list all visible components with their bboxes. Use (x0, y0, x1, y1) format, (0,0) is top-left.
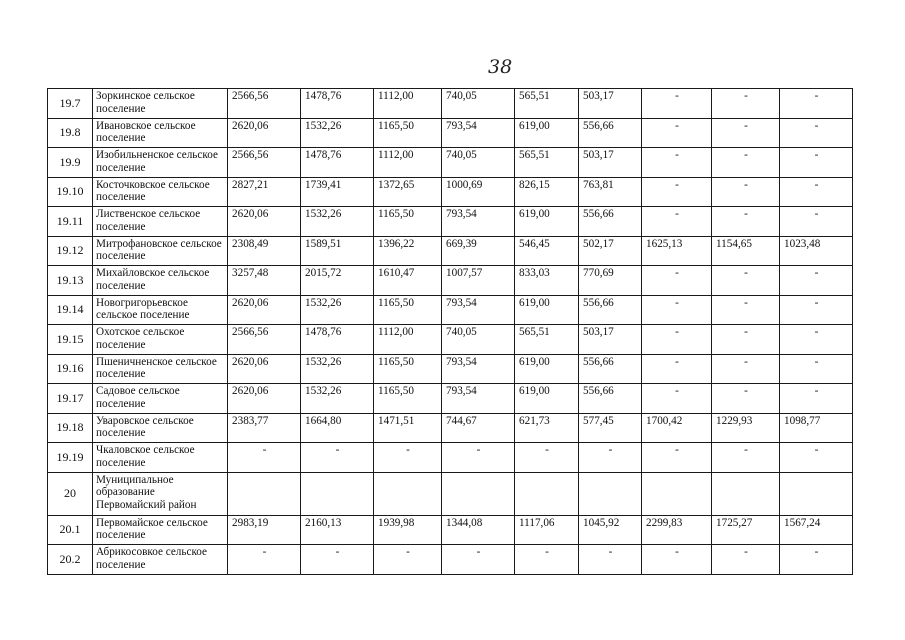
tariff-value-cell: 1165,50 (374, 384, 442, 414)
tariff-value-cell: 2383,77 (228, 413, 301, 443)
tariff-value-cell: 1567,24 (780, 515, 853, 545)
tariff-value-cell: 1532,26 (301, 118, 374, 148)
settlement-name: Пшеничненское сельское поселение (93, 354, 228, 384)
tariff-value-cell: - (780, 295, 853, 325)
table-row (48, 545, 853, 575)
tariff-table (47, 88, 853, 575)
tariff-value-cell: 1532,26 (301, 354, 374, 384)
tariff-value-cell: - (442, 443, 515, 473)
row-code: 19.16 (48, 354, 93, 384)
tariff-value-cell: - (228, 545, 301, 575)
tariff-value-cell: - (780, 545, 853, 575)
tariff-value-cell: 1007,57 (442, 266, 515, 296)
tariff-value-cell: - (712, 443, 780, 473)
tariff-value-cell: 1478,76 (301, 89, 374, 119)
settlement-name: Новогригорьевское сельское поселение (93, 295, 228, 325)
row-code: 19.13 (48, 266, 93, 296)
settlement-name: Охотское сельское поселение (93, 325, 228, 355)
tariff-value-cell: 619,00 (515, 384, 579, 414)
tariff-value-cell: 2620,06 (228, 354, 301, 384)
settlement-name: Лиственское сельское поселение (93, 207, 228, 237)
tariff-value-cell (301, 472, 374, 515)
tariff-value-cell: - (712, 545, 780, 575)
tariff-value-cell: 1725,27 (712, 515, 780, 545)
settlement-name: Изобильненское сельское поселение (93, 148, 228, 178)
tariff-value-cell: 2620,06 (228, 384, 301, 414)
tariff-value-cell: - (301, 443, 374, 473)
tariff-value-cell: 2015,72 (301, 266, 374, 296)
tariff-value-cell: 793,54 (442, 354, 515, 384)
tariff-value-cell: - (712, 177, 780, 207)
tariff-value-cell: 2308,49 (228, 236, 301, 266)
tariff-value-cell: 3257,48 (228, 266, 301, 296)
tariff-value-cell: 619,00 (515, 207, 579, 237)
tariff-value-cell: - (780, 325, 853, 355)
row-code: 19.7 (48, 89, 93, 119)
tariff-value-cell: 1372,65 (374, 177, 442, 207)
settlement-name: Косточковское сельское поселение (93, 177, 228, 207)
tariff-value-cell: 2620,06 (228, 118, 301, 148)
tariff-value-cell: 1664,80 (301, 413, 374, 443)
table-row (48, 413, 853, 443)
tariff-value-cell: 1165,50 (374, 354, 442, 384)
settlement-name: Первомайское сельское поселение (93, 515, 228, 545)
tariff-value-cell: - (780, 266, 853, 296)
tariff-value-cell: - (712, 89, 780, 119)
tariff-value-cell: 1478,76 (301, 325, 374, 355)
tariff-value-cell: 546,45 (515, 236, 579, 266)
tariff-value-cell: 619,00 (515, 118, 579, 148)
table-row (48, 515, 853, 545)
tariff-value-cell: 2566,56 (228, 148, 301, 178)
tariff-value-cell: - (642, 148, 712, 178)
tariff-value-cell: 565,51 (515, 325, 579, 355)
tariff-value-cell (515, 472, 579, 515)
table-row (48, 148, 853, 178)
tariff-value-cell: 621,73 (515, 413, 579, 443)
tariff-value-cell: 1117,06 (515, 515, 579, 545)
tariff-value-cell: 556,66 (579, 384, 642, 414)
tariff-value-cell: - (642, 354, 712, 384)
tariff-value-cell: - (642, 89, 712, 119)
tariff-value-cell: 1023,48 (780, 236, 853, 266)
tariff-value-cell: 1939,98 (374, 515, 442, 545)
tariff-value-cell: 577,45 (579, 413, 642, 443)
tariff-value-cell: 669,39 (442, 236, 515, 266)
tariff-value-cell: 503,17 (579, 148, 642, 178)
table-row (48, 295, 853, 325)
tariff-value-cell: - (780, 354, 853, 384)
tariff-value-cell: - (780, 443, 853, 473)
tariff-value-cell: 793,54 (442, 207, 515, 237)
tariff-value-cell: 556,66 (579, 354, 642, 384)
table-row (48, 118, 853, 148)
tariff-value-cell: 793,54 (442, 295, 515, 325)
settlement-name: Ивановское сельское поселение (93, 118, 228, 148)
tariff-value-cell: 556,66 (579, 295, 642, 325)
tariff-value-cell: - (712, 207, 780, 237)
table-row (48, 354, 853, 384)
tariff-value-cell (712, 472, 780, 515)
tariff-value-cell: 1625,13 (642, 236, 712, 266)
table-row (48, 472, 853, 515)
tariff-value-cell: 1045,92 (579, 515, 642, 545)
tariff-value-cell: 1154,65 (712, 236, 780, 266)
tariff-value-cell: 1344,08 (442, 515, 515, 545)
tariff-value-cell (642, 472, 712, 515)
table-row (48, 236, 853, 266)
tariff-value-cell: - (442, 545, 515, 575)
tariff-value-cell: - (712, 325, 780, 355)
row-code: 19.12 (48, 236, 93, 266)
tariff-value-cell: - (642, 266, 712, 296)
tariff-value-cell: - (642, 325, 712, 355)
tariff-value-cell: - (642, 384, 712, 414)
tariff-value-cell: - (780, 118, 853, 148)
tariff-value-cell: 502,17 (579, 236, 642, 266)
table-row (48, 177, 853, 207)
tariff-value-cell: 565,51 (515, 89, 579, 119)
tariff-value-cell: 1471,51 (374, 413, 442, 443)
settlement-name: Михайловское сельское поселение (93, 266, 228, 296)
tariff-value-cell: 619,00 (515, 295, 579, 325)
tariff-value-cell: - (780, 177, 853, 207)
tariff-value-cell: 2620,06 (228, 295, 301, 325)
tariff-value-cell: - (712, 118, 780, 148)
settlement-name: Садовое сельское поселение (93, 384, 228, 414)
tariff-value-cell (374, 472, 442, 515)
tariff-value-cell: 503,17 (579, 89, 642, 119)
row-code: 19.18 (48, 413, 93, 443)
tariff-value-cell: 1478,76 (301, 148, 374, 178)
settlement-name: Митрофановское сельское поселение (93, 236, 228, 266)
table-row (48, 89, 853, 119)
tariff-value-cell: 2160,13 (301, 515, 374, 545)
tariff-value-cell: - (780, 384, 853, 414)
row-code: 19.14 (48, 295, 93, 325)
table-row (48, 325, 853, 355)
table-row (48, 207, 853, 237)
tariff-value-cell: 1396,22 (374, 236, 442, 266)
tariff-value-cell: 740,05 (442, 148, 515, 178)
tariff-value-cell: - (712, 384, 780, 414)
tariff-value-cell: 2827,21 (228, 177, 301, 207)
tariff-value-cell: 833,03 (515, 266, 579, 296)
tariff-value-cell: 1112,00 (374, 325, 442, 355)
tariff-value-cell: 556,66 (579, 207, 642, 237)
row-code: 19.19 (48, 443, 93, 473)
tariff-value-cell: 1000,69 (442, 177, 515, 207)
settlement-name: Абрикосовкое сельское поселение (93, 545, 228, 575)
tariff-value-cell (579, 472, 642, 515)
row-code: 20 (48, 472, 93, 515)
tariff-value-cell (442, 472, 515, 515)
tariff-value-cell: - (712, 295, 780, 325)
tariff-value-cell: 1112,00 (374, 89, 442, 119)
tariff-value-cell: 1700,42 (642, 413, 712, 443)
table-row (48, 384, 853, 414)
tariff-value-cell: - (374, 443, 442, 473)
row-code: 19.9 (48, 148, 93, 178)
tariff-value-cell: 2983,19 (228, 515, 301, 545)
tariff-value-cell: - (712, 266, 780, 296)
tariff-value-cell: 619,00 (515, 354, 579, 384)
tariff-value-cell: 1739,41 (301, 177, 374, 207)
tariff-value-cell: - (228, 443, 301, 473)
tariff-value-cell: - (712, 148, 780, 178)
tariff-value-cell: - (712, 354, 780, 384)
tariff-value-cell: 740,05 (442, 325, 515, 355)
tariff-value-cell: 1532,26 (301, 384, 374, 414)
tariff-value-cell (228, 472, 301, 515)
row-code: 20.1 (48, 515, 93, 545)
tariff-value-cell: 763,81 (579, 177, 642, 207)
row-code: 19.11 (48, 207, 93, 237)
settlement-name: Зоркинское сельское поселение (93, 89, 228, 119)
tariff-value-cell: - (374, 545, 442, 575)
row-code: 19.8 (48, 118, 93, 148)
tariff-value-cell: 1098,77 (780, 413, 853, 443)
table-row (48, 443, 853, 473)
tariff-value-cell: 1165,50 (374, 295, 442, 325)
tariff-value-cell: - (515, 545, 579, 575)
row-code: 19.17 (48, 384, 93, 414)
tariff-value-cell: - (642, 118, 712, 148)
tariff-value-cell: 2566,56 (228, 89, 301, 119)
tariff-value-cell: 503,17 (579, 325, 642, 355)
tariff-value-cell: - (642, 443, 712, 473)
tariff-value-cell: 1165,50 (374, 207, 442, 237)
tariff-value-cell: 2299,83 (642, 515, 712, 545)
tariff-value-cell: 744,67 (442, 413, 515, 443)
tariff-value-cell: 793,54 (442, 384, 515, 414)
settlement-name: Чкаловское сельское поселение (93, 443, 228, 473)
tariff-value-cell: - (515, 443, 579, 473)
tariff-value-cell: 565,51 (515, 148, 579, 178)
tariff-value-cell: 1610,47 (374, 266, 442, 296)
tariff-value-cell: 826,15 (515, 177, 579, 207)
settlement-name: Уваровское сельское поселение (93, 413, 228, 443)
tariff-value-cell: - (301, 545, 374, 575)
tariff-value-cell: 770,69 (579, 266, 642, 296)
tariff-value-cell: - (780, 148, 853, 178)
tariff-value-cell: 556,66 (579, 118, 642, 148)
tariff-value-cell: - (642, 207, 712, 237)
tariff-value-cell: 1532,26 (301, 295, 374, 325)
tariff-value-cell: 793,54 (442, 118, 515, 148)
tariff-value-cell: 2566,56 (228, 325, 301, 355)
tariff-value-cell: - (642, 545, 712, 575)
tariff-value-cell: 2620,06 (228, 207, 301, 237)
tariff-value-cell: 1165,50 (374, 118, 442, 148)
settlement-name: Муниципальное образование Первомайский район (93, 472, 228, 515)
tariff-value-cell: - (780, 207, 853, 237)
tariff-value-cell: - (642, 177, 712, 207)
tariff-value-cell: - (780, 89, 853, 119)
tariff-value-cell: 740,05 (442, 89, 515, 119)
tariff-value-cell: - (642, 295, 712, 325)
tariff-value-cell: 1589,51 (301, 236, 374, 266)
tariff-value-cell (780, 472, 853, 515)
tariff-value-cell: 1112,00 (374, 148, 442, 178)
tariff-value-cell: 1532,26 (301, 207, 374, 237)
table-row (48, 266, 853, 296)
tariff-value-cell: - (579, 443, 642, 473)
row-code: 19.10 (48, 177, 93, 207)
row-code: 20.2 (48, 545, 93, 575)
page-number: 38 (488, 56, 513, 78)
tariff-value-cell: - (579, 545, 642, 575)
row-code: 19.15 (48, 325, 93, 355)
tariff-value-cell: 1229,93 (712, 413, 780, 443)
